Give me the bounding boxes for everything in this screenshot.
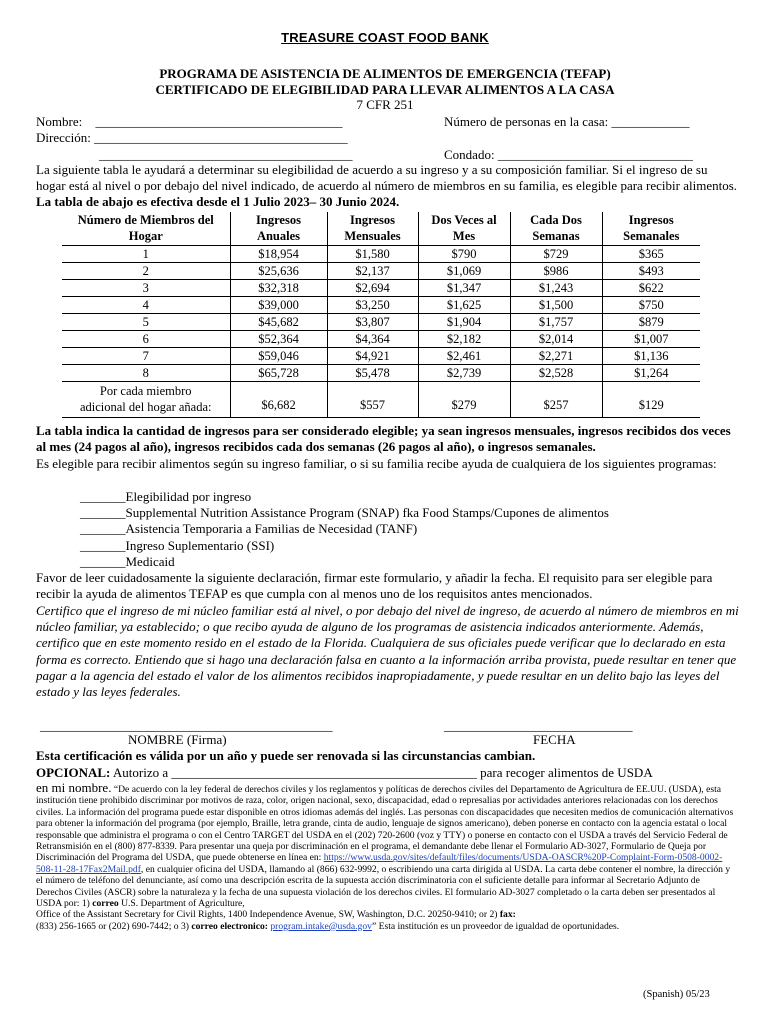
date-line[interactable]: _____________________________ <box>444 718 633 733</box>
cell-annual: $45,682 <box>230 314 327 331</box>
cell-twice-monthly: $2,739 <box>418 365 510 382</box>
cell-annual: $39,000 <box>230 297 327 314</box>
cell-weekly: $1,007 <box>602 331 700 348</box>
cell-annual: $25,636 <box>230 263 327 280</box>
cell-annual: $52,364 <box>230 331 327 348</box>
cell-monthly: $4,364 <box>327 331 418 348</box>
intro-paragraph <box>36 162 740 211</box>
table-row <box>62 331 700 348</box>
condado-field[interactable] <box>444 147 693 163</box>
eligibility-intro: Es elegible para recibir alimentos según su ingreso familiar, o si su familia recibe ayuda de cualquiera de los siguientes programas: <box>36 456 717 471</box>
additional-twice-monthly: $279 <box>418 382 510 418</box>
cell-biweekly: $2,528 <box>510 365 602 382</box>
validity-statement: Esta certificación es válida por un año y puede ser renovada si las circunstancias cambian. <box>36 748 536 763</box>
usda-nondiscrimination-notice: en mi nombre. “De acuerdo con la ley federal de derechos civiles y los reglamentos y políticas de derechos civiles del Departamento de Agricultura de EE.UU. (USDA), esta institución tiene prohibido discriminar por motivos de raza, color, origen nacional, sexo, discapacidad, edad o represalias por actividades anteriores relacionadas con los derechos civiles. La información del programa puede estar disponible en otros idiomas además del inglés. Las personas con discapacidades que necesiten medios de comunicación alternativos para obtener la información del programa (por ejemplo, Braille, letra grande, cinta de audio, lenguaje de signos americano), deben ponerse en contacto con la agencia estatal o local responsable que administra el programa o con el Centro TARGET del USDA en el (202) 720-2600 (voz y TTY) o ponerse en contacto con el USDA a través del Servicio Federal de Retransmisión en el (800) 877-8339. Para presentar una queja por discriminación en el programa, el demandante debe llenar el Formulario AD-3027, Formulario de Queja por Discriminación del Programa del USDA, que puede obtenerse en línea en: https://www.usda.gov/sites/default/files/documents/USDA-OASCR%20P-Complaint-Form-0508-0002-508-11-28-17Fax2Mail.pdf, en cualquier oficina del USDA, llamando al (866) 632-9992, o escribiendo una carta dirigida al USDA. La carta debe contener el nombre, la dirección y el número de teléfono del denunciante, así como una descripción escrita de la supuesta acción discriminatoria con el suficiente detalle para informar al Secretario Adjunto de Derechos Civiles (ASCR) sobre la naturaleza y la fecha de una supuesta violación de los derechos civiles. El formulario AD-3027 completado o la carta deben ser presentados al USDA por: 1) correo U.S. Department of Agriculture, Office of the Assistant Secretary for Civil Rights, 1400 Independence Avenue, SW, Washington, D.C. 20250-9410; or 2) fax: (833) 256-1665 or (202) 690-7442; o 3) correo electronico: program.intake@usda.gov” Esta institución es un proveedor de igualdad de oportunidades. <box>36 780 734 932</box>
cell-twice-monthly: $1,904 <box>418 314 510 331</box>
cell-monthly: $3,807 <box>327 314 418 331</box>
cell-annual: $59,046 <box>230 348 327 365</box>
cell-weekly: $493 <box>602 263 700 280</box>
table-row <box>62 365 700 382</box>
table-row-additional <box>62 382 700 418</box>
cell-biweekly: $2,014 <box>510 331 602 348</box>
regulation-reference: 7 CFR 251 <box>356 97 414 112</box>
col-header-weekly: Ingresos Semanales <box>602 212 700 246</box>
cell-annual: $65,728 <box>230 365 327 382</box>
cell-twice-monthly: $790 <box>418 246 510 263</box>
nombre-blank[interactable]: ______________________________________ <box>95 114 343 129</box>
cell-monthly: $3,250 <box>327 297 418 314</box>
cell-members: 3 <box>62 280 230 297</box>
income-eligibility-table <box>62 212 700 418</box>
cell-twice-monthly: $2,182 <box>418 331 510 348</box>
personas-blank[interactable]: ____________ <box>611 114 690 129</box>
table-row <box>62 297 700 314</box>
footer-version: (Spanish) 05/23 <box>643 989 710 1000</box>
table-row <box>62 280 700 297</box>
nombre-field[interactable] <box>36 114 342 130</box>
cell-members: 4 <box>62 297 230 314</box>
optional-label: OPCIONAL: <box>36 765 111 780</box>
cell-monthly: $5,478 <box>327 365 418 382</box>
intro-text: La siguiente tabla le ayudará a determinar su elegibilidad de acuerdo a su ingreso y a su composición familiar. Si el ingreso de su hogar está al nivel o por debajo del nivel indicado, de acuerdo al número de miembros en su familia, es elegible para recibir alimentos. <box>36 162 738 194</box>
col-header-biweekly: Cada Dos Semanas <box>510 212 602 246</box>
cell-members: 7 <box>62 348 230 365</box>
direccion-blank[interactable]: _______________________________________ <box>94 130 348 145</box>
col-header-annual: Ingresos Anuales <box>230 212 327 246</box>
program-option-income[interactable]: _______Elegibilidad por ingreso <box>80 489 252 504</box>
cell-weekly: $750 <box>602 297 700 314</box>
cell-biweekly: $2,271 <box>510 348 602 365</box>
program-option-snap[interactable]: _______Supplemental Nutrition Assistance Program (SNAP) fka Food Stamps/Cupones de alimentos <box>80 505 609 520</box>
cell-biweekly: $1,757 <box>510 314 602 331</box>
col-header-twice-monthly: Dos Veces al Mes <box>418 212 510 246</box>
form-title-line-2: CERTIFICADO DE ELEGIBILIDAD PARA LLEVAR ALIMENTOS A LA CASA <box>155 82 615 97</box>
effective-dates: La tabla de abajo es efectiva desde el 1 Julio 2023– 30 Junio 2024. <box>36 194 400 210</box>
direccion-label: Dirección: <box>36 130 91 145</box>
direccion-blank-2[interactable]: _______________________________________ <box>99 147 353 162</box>
program-option-tanf[interactable]: _______Asistencia Temporaria a Familias de Necesidad (TANF) <box>80 521 418 536</box>
cell-twice-monthly: $1,347 <box>418 280 510 297</box>
cell-weekly: $1,264 <box>602 365 700 382</box>
nombre-label: Nombre: <box>36 114 83 129</box>
certification-statement: Certifico que el ingreso de mi núcleo familiar está al nivel, o por debajo del nivel de ingreso, de acuerdo al número de miembros en mi núcleo familiar, ya establecido; o que recibo ayuda de alguno de los programas de asistencia indicados anteriormente. Además, certifico que en este momento resido en el estado de la Florida. Cualquiera de sus oficiales puede verificar que lo declarado en esta forma es correcto. Entiendo que si hago una declaración falsa en cuanto a la información arriba provista, puede resultar en tener que pagar a la agencia del estado el valor de los alimentos recibidos inapropiadamente, y puede resultar en un delito bajo las leyes del estado y las leyes federales. <box>36 603 739 700</box>
additional-monthly: $557 <box>327 382 418 418</box>
table-row <box>62 314 700 331</box>
table-header-row <box>62 212 700 246</box>
cell-biweekly: $729 <box>510 246 602 263</box>
additional-member-label: Por cada miembro adicional del hogar añada: <box>62 382 230 418</box>
complaint-form-link[interactable]: https://www.usda.gov/sites/default/files/documents/USDA-OASCR%20P-Complaint-Form-0508-0002-508-11-28-17Fax2Mail.pdf <box>36 852 723 875</box>
cell-annual: $32,318 <box>230 280 327 297</box>
table-row <box>62 246 700 263</box>
condado-blank[interactable]: ______________________________ <box>497 147 693 162</box>
cell-monthly: $1,580 <box>327 246 418 263</box>
cell-biweekly: $1,500 <box>510 297 602 314</box>
authorized-person-blank[interactable]: _______________________________________________ <box>171 765 477 780</box>
optional-text-continued: en mi nombre. <box>36 780 112 795</box>
cell-twice-monthly: $1,625 <box>418 297 510 314</box>
declaration-intro: Favor de leer cuidadosamente la siguiente declaración, firmar este formulario, y añadir la fecha. El requisito para ser elegible para recibir la ayuda de alimentos TEFAP es que cumpla con al menos uno de los requisitos antes mencionados. <box>36 570 713 602</box>
cell-members: 5 <box>62 314 230 331</box>
personas-field[interactable] <box>444 114 690 130</box>
cell-members: 1 <box>62 246 230 263</box>
cell-monthly: $2,137 <box>327 263 418 280</box>
additional-annual: $6,682 <box>230 382 327 418</box>
table-row <box>62 348 700 365</box>
condado-label: Condado: <box>444 147 495 162</box>
cell-members: 6 <box>62 331 230 348</box>
email-link[interactable]: program.intake@usda.gov <box>270 920 372 932</box>
income-note: La tabla indica la cantidad de ingresos para ser considerado elegible; ya sean ingresos mensuales, ingresos recibidos dos veces al mes (24 pagos al año), ingresos recibidos cada dos semanas (26 pagos al año), o ingresos semanales. <box>36 423 731 455</box>
col-header-members: Número de Miembros del Hogar <box>77 213 214 243</box>
program-option-medicaid[interactable]: _______Medicaid <box>80 554 175 569</box>
cell-monthly: $4,921 <box>327 348 418 365</box>
additional-biweekly: $257 <box>510 382 602 418</box>
program-option-ssi[interactable]: _______Ingreso Suplementario (SSI) <box>80 538 275 553</box>
col-header-monthly: Ingresos Mensuales <box>327 212 418 246</box>
cell-twice-monthly: $2,461 <box>418 348 510 365</box>
additional-weekly: $129 <box>602 382 700 418</box>
cell-monthly: $2,694 <box>327 280 418 297</box>
organization-name: TREASURE COAST FOOD BANK <box>281 30 489 45</box>
form-title-line-1: PROGRAMA DE ASISTENCIA DE ALIMENTOS DE EMERGENCIA (TEFAP) <box>159 66 611 81</box>
signature-line[interactable]: _____________________________________________ <box>40 718 333 733</box>
cell-weekly: $365 <box>602 246 700 263</box>
cell-members: 2 <box>62 263 230 280</box>
cell-biweekly: $986 <box>510 263 602 280</box>
cell-members: 8 <box>62 365 230 382</box>
cell-weekly: $1,136 <box>602 348 700 365</box>
cell-biweekly: $1,243 <box>510 280 602 297</box>
optional-authorization: OPCIONAL: Autorizo a _______________________________________________ para recoger alimentos de USDA <box>36 765 653 780</box>
date-label: FECHA <box>533 732 576 747</box>
table-row <box>62 263 700 280</box>
signature-label: NOMBRE (Firma) <box>128 732 227 747</box>
direccion-field[interactable] <box>36 130 348 146</box>
personas-label: Número de personas en la casa: <box>444 114 609 129</box>
cell-weekly: $622 <box>602 280 700 297</box>
cell-annual: $18,954 <box>230 246 327 263</box>
cell-twice-monthly: $1,069 <box>418 263 510 280</box>
cell-weekly: $879 <box>602 314 700 331</box>
